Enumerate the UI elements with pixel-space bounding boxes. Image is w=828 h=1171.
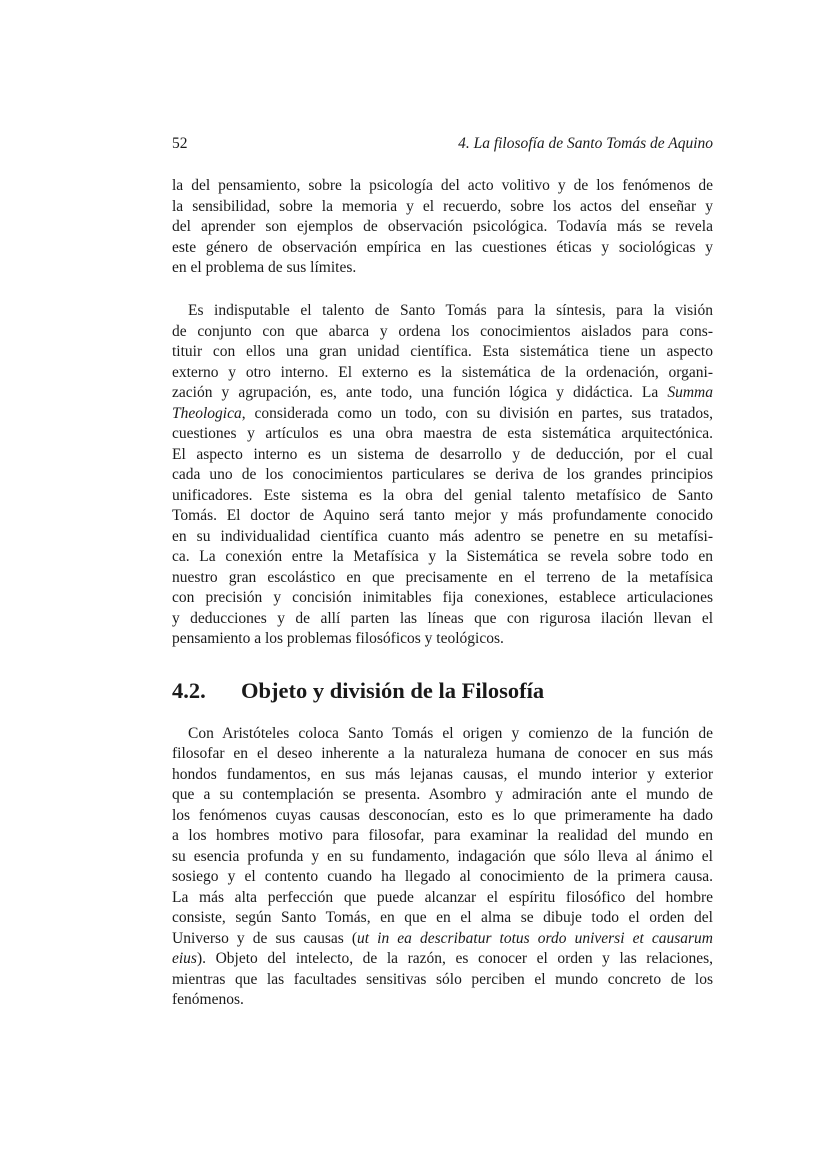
running-title: 4. La filosofía de Santo Tomás de Aquino	[458, 135, 713, 152]
text-line	[172, 929, 713, 950]
text-line: cuestiones y artículos es una obra maestra de esta sistemática arquitectónica.	[172, 425, 713, 442]
latin-quote: eius	[172, 950, 197, 967]
page-header	[172, 134, 713, 154]
text-line: nuestro gran escolástico en que precisamente en el terreno de la metafísica	[172, 569, 713, 586]
text-line: Tomás. El doctor de Aquino será tanto mejor y más profundamente conocido	[172, 507, 713, 524]
text-line: pensamiento a los problemas filosóficos y teológicos.	[172, 630, 504, 647]
page-number: 52	[172, 135, 188, 152]
text-line	[172, 383, 713, 404]
text-line: en su individualidad científica cuanto más adentro se penetre en su metafísi-	[172, 528, 713, 545]
text-line: El aspecto interno es un sistema de desarrollo y de deducción, por el cual	[172, 446, 713, 463]
section-title: Objeto y división de la Filosofía	[241, 678, 545, 703]
text-line: de conjunto con que abarca y ordena los conocimientos aislados para cons-	[172, 323, 713, 340]
italic-title: Theologica	[172, 405, 242, 422]
text-line: tituir con ellos una gran unidad científica. Esta sistemática tiene un aspecto	[172, 343, 713, 360]
text-segment: Universo y de sus causas (	[172, 930, 358, 947]
text-line: unificadores. Este sistema es la obra del genial talento metafísico de Santo	[172, 487, 713, 504]
text-line: y deducciones y de allí parten las líneas que con rigurosa ilación llevan el	[172, 610, 713, 627]
italic-title: Summa	[667, 384, 713, 401]
text-line: los fenómenos cuyas causas desconocían, esto es lo que primeramente ha dado	[172, 807, 713, 824]
text-line: cada uno de los conocimientos particulares se deriva de los grandes principios	[172, 466, 713, 483]
section-heading	[172, 676, 713, 706]
text-line: filosofar en el deseo inherente a la naturaleza humana de conocer en sus más	[172, 745, 713, 762]
text-line: con precisión y concisión inimitables fija conexiones, establece articulaciones	[172, 589, 713, 606]
text-segment: zación y agrupación, es, ante todo, una función lógica y didáctica. La	[172, 384, 659, 401]
text-line: a los hombres motivo para filosofar, para examinar la realidad del mundo en	[172, 827, 713, 844]
text-line: la sensibilidad, sobre la memoria y el recuerdo, sobre los actos del enseñar y	[172, 198, 713, 215]
text-line: del aprender son ejemplos de observación psicológica. Todavía más se revela	[172, 218, 713, 235]
text-line: mientras que las facultades sensitivas sólo perciben el mundo concreto de los	[172, 971, 713, 988]
text-segment: , considerada como un todo, con su división en partes, sus tratados,	[241, 405, 713, 422]
text-line: fenómenos.	[172, 991, 244, 1008]
text-line: Con Aristóteles coloca Santo Tomás el origen y comienzo de la función de	[188, 725, 713, 742]
latin-quote: ut in ea describatur totus ordo universi et causarum	[357, 930, 713, 947]
text-line: este género de observación empírica en las cuestiones éticas y sociológicas y	[172, 239, 713, 256]
text-line: sosiego y el contento cuando ha llegado al conocimiento de la primera causa.	[172, 868, 713, 885]
text-line: que a su contemplación se presenta. Asombro y admiración ante el mundo de	[172, 786, 713, 803]
text-line: en el problema de sus límites.	[172, 259, 357, 276]
text-line	[172, 949, 713, 970]
text-line: La más alta perfección que puede alcanzar el espíritu filosófico del hombre	[172, 889, 713, 906]
text-line: externo y otro interno. El externo es la sistemática de la ordenación, organi-	[172, 364, 713, 381]
text-segment: ). Objeto del intelecto, de la razón, es conocer el orden y las relaciones,	[196, 950, 713, 967]
text-line: consiste, según Santo Tomás, en que en el alma se dibuje todo el orden del	[172, 909, 713, 926]
text-line: Es indisputable el talento de Santo Tomás para la síntesis, para la visión	[188, 302, 713, 319]
text-line: ca. La conexión entre la Metafísica y la Sistemática se revela sobre todo en	[172, 548, 713, 565]
text-line: hondos fundamentos, en sus más lejanas causas, el mundo interior y exterior	[172, 766, 713, 783]
section-number: 4.2.	[172, 678, 206, 703]
text-line: la del pensamiento, sobre la psicología del acto volitivo y de los fenómenos de	[172, 177, 713, 194]
text-line	[172, 404, 713, 425]
text-line: su esencia profunda y en su fundamento, indagación que sólo lleva al ánimo el	[172, 848, 713, 865]
